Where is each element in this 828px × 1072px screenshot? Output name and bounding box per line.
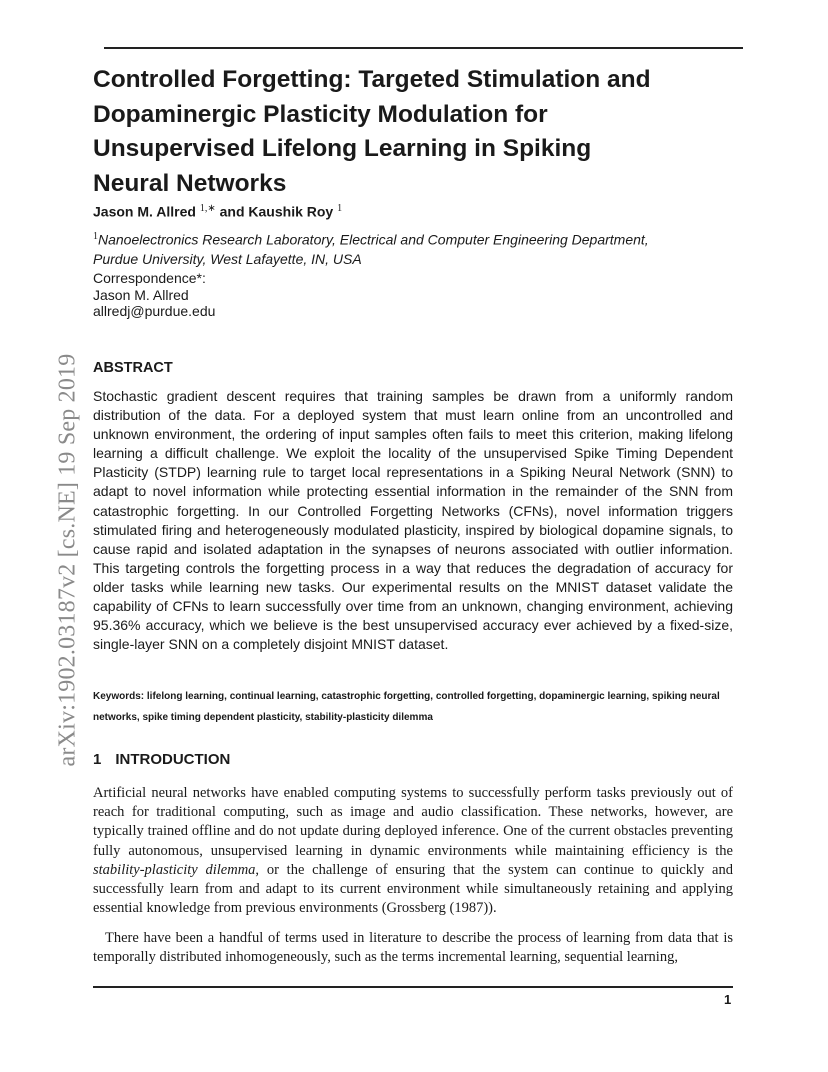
author-affiliation-mark: 1,∗ [199,203,216,214]
correspondence-label: Correspondence*: [93,270,206,286]
abstract-heading: ABSTRACT [93,360,173,376]
introduction-paragraph [93,784,733,918]
correspondence-name: Jason M. Allred [93,286,189,303]
arxiv-identifier: arXiv:1902.03187v2 [cs.NE] 19 Sep 2019 [54,353,81,767]
abstract-text: Stochastic gradient descent requires that training samples be drawn from a uniformly random distribution of the data. For a deployed system that must learn online from an uncontrolled and unknown environment, the ordering of input samples often fails to meet this criterion, making lifelong learning a difficult challenge. We exploit the locality of the unsupervised Spike Timing Dependent Plasticity (STDP) learning rule to target local representations in a Spiking Neural Network (SNN) to adapt to novel information while protecting essential information in the remainder of the SNN from catastrophic forgetting. In our Controlled Forgetting Networks (CFNs), novel information triggers stimulated firing and heterogeneously modulated plasticity, inspired by biological dopamine signals, to cause rapid and isolated adaptation in the synapses of neurons associated with outlier information. This targeting controls the forgetting process in a way that reduces the degradation of accuracy for older tasks while learning new tasks. Our experimental results on the MNIST dataset validate the capability of CFNs to learn successfully over time from an unknown, changing environment, achieving 95.36% accuracy, which we believe is the best unsupervised accuracy ever achieved by a fixed-size, single-layer SNN on a completely disjoint MNIST dataset. [93,388,733,653]
correspondence-block [93,270,215,320]
header-rule [104,47,743,49]
author-connector: and [219,203,245,220]
keywords-list: lifelong learning, continual learning, catastrophic forgetting, controlled forgetting, dopaminergic learning, spiking neural networks, spike timing dependent plasticity, stability-plasticity dilemma [93,691,720,723]
author-name: Jason M. Allred [93,203,196,220]
section-heading-introduction [93,751,230,768]
author-name: Kaushik Roy [248,203,334,220]
keywords-label: Keywords: [93,691,145,702]
paragraph-text: , or the challenge of ensuring that the system can continue to quickly and successfully learn from and adapt to its current environment while simultaneously retaining and applying essential knowledge from previous environments (Grossberg (1987)). [93,861,733,917]
page-number: 1 [724,992,732,1007]
introduction-paragraph: There have been a handful of terms used in literature to describe the process of learning from data that is temporally distributed inhomogeneously, such as the terms incremental learning, sequential learning, [93,930,733,966]
affiliation-text: Nanoelectronics Research Laboratory, Electrical and Computer Engineering Department, Purdue University, West Lafayette, IN, USA [93,231,649,267]
paper-title: Controlled Forgetting: Targeted Stimulation and Dopaminergic Plasticity Modulation for Unsupervised Lifelong Learning in Spiking Neural Networks [93,66,651,197]
author-list [93,203,342,220]
author-affiliation-mark: 1 [337,203,343,214]
section-title: INTRODUCTION [115,751,231,768]
correspondence-email: allredj@purdue.edu [93,303,216,319]
footer-rule [93,986,733,988]
affiliation [93,227,653,269]
emphasized-term: stability-plasticity dilemma [93,861,256,878]
affiliation-mark: 1 [93,231,98,242]
paragraph-text: Artificial neural networks have enabled computing systems to successfully perform tasks previously out of reach for traditional computing, such as image and audio classification. These networks, however, are typically trained offline and do not update during deployed inference. One of the current obstacles preventing fully autonomous, unsupervised learning in dynamic environments while maintaining efficiency is the [93,785,733,859]
keywords [93,686,733,728]
section-number: 1 [93,751,102,768]
